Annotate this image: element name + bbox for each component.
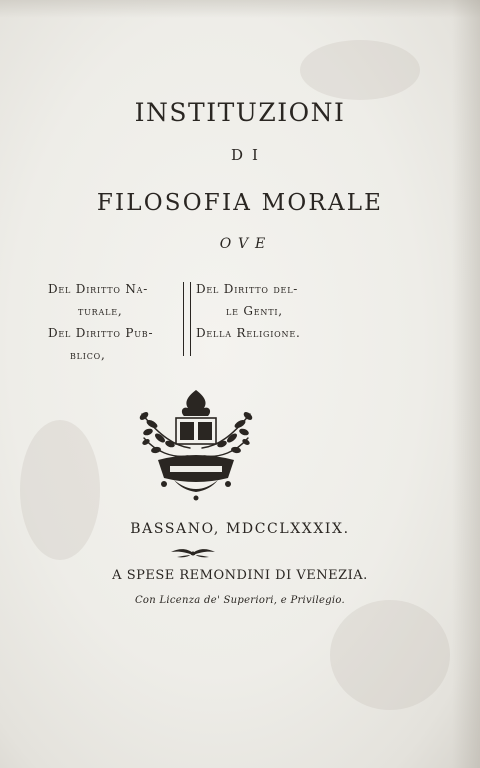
book-title-line-4: OVE	[219, 236, 273, 252]
book-title-line-2: DI	[231, 146, 267, 164]
paper-edge-top	[0, 0, 480, 18]
contents-left-column	[48, 278, 178, 366]
book-title-line-1: INSTITUZIONI	[134, 98, 346, 127]
contents-left-line: Del Diritto Pub-	[48, 326, 154, 340]
imprint-license: Con Licenza de' Superiori, e Privilegio.	[134, 595, 346, 606]
paper-stain	[330, 600, 450, 710]
contents-left-line: turale,	[78, 304, 123, 318]
contents-left-line: blico,	[70, 348, 106, 362]
paper-stain	[20, 420, 100, 560]
book-title-line-3: FILOSOFIA MORALE	[96, 190, 384, 216]
paper-stain	[300, 40, 420, 100]
imprint-publisher: A SPESE REMONDINI DI VENEZIA.	[112, 568, 368, 583]
contents-right-column	[196, 278, 346, 344]
printer-device-ornament-icon	[130, 386, 262, 504]
column-divider	[183, 282, 191, 356]
fleuron-ornament-icon	[165, 546, 221, 560]
contents-left-line: Del Diritto Na-	[48, 282, 149, 296]
contents-right-line: le Genti,	[226, 304, 283, 318]
contents-right-line: Della Religione.	[196, 326, 301, 340]
imprint-place-date: BASSANO, MDCCLXXXIX.	[130, 521, 350, 537]
contents-right-line: Del Diritto del-	[196, 282, 299, 296]
